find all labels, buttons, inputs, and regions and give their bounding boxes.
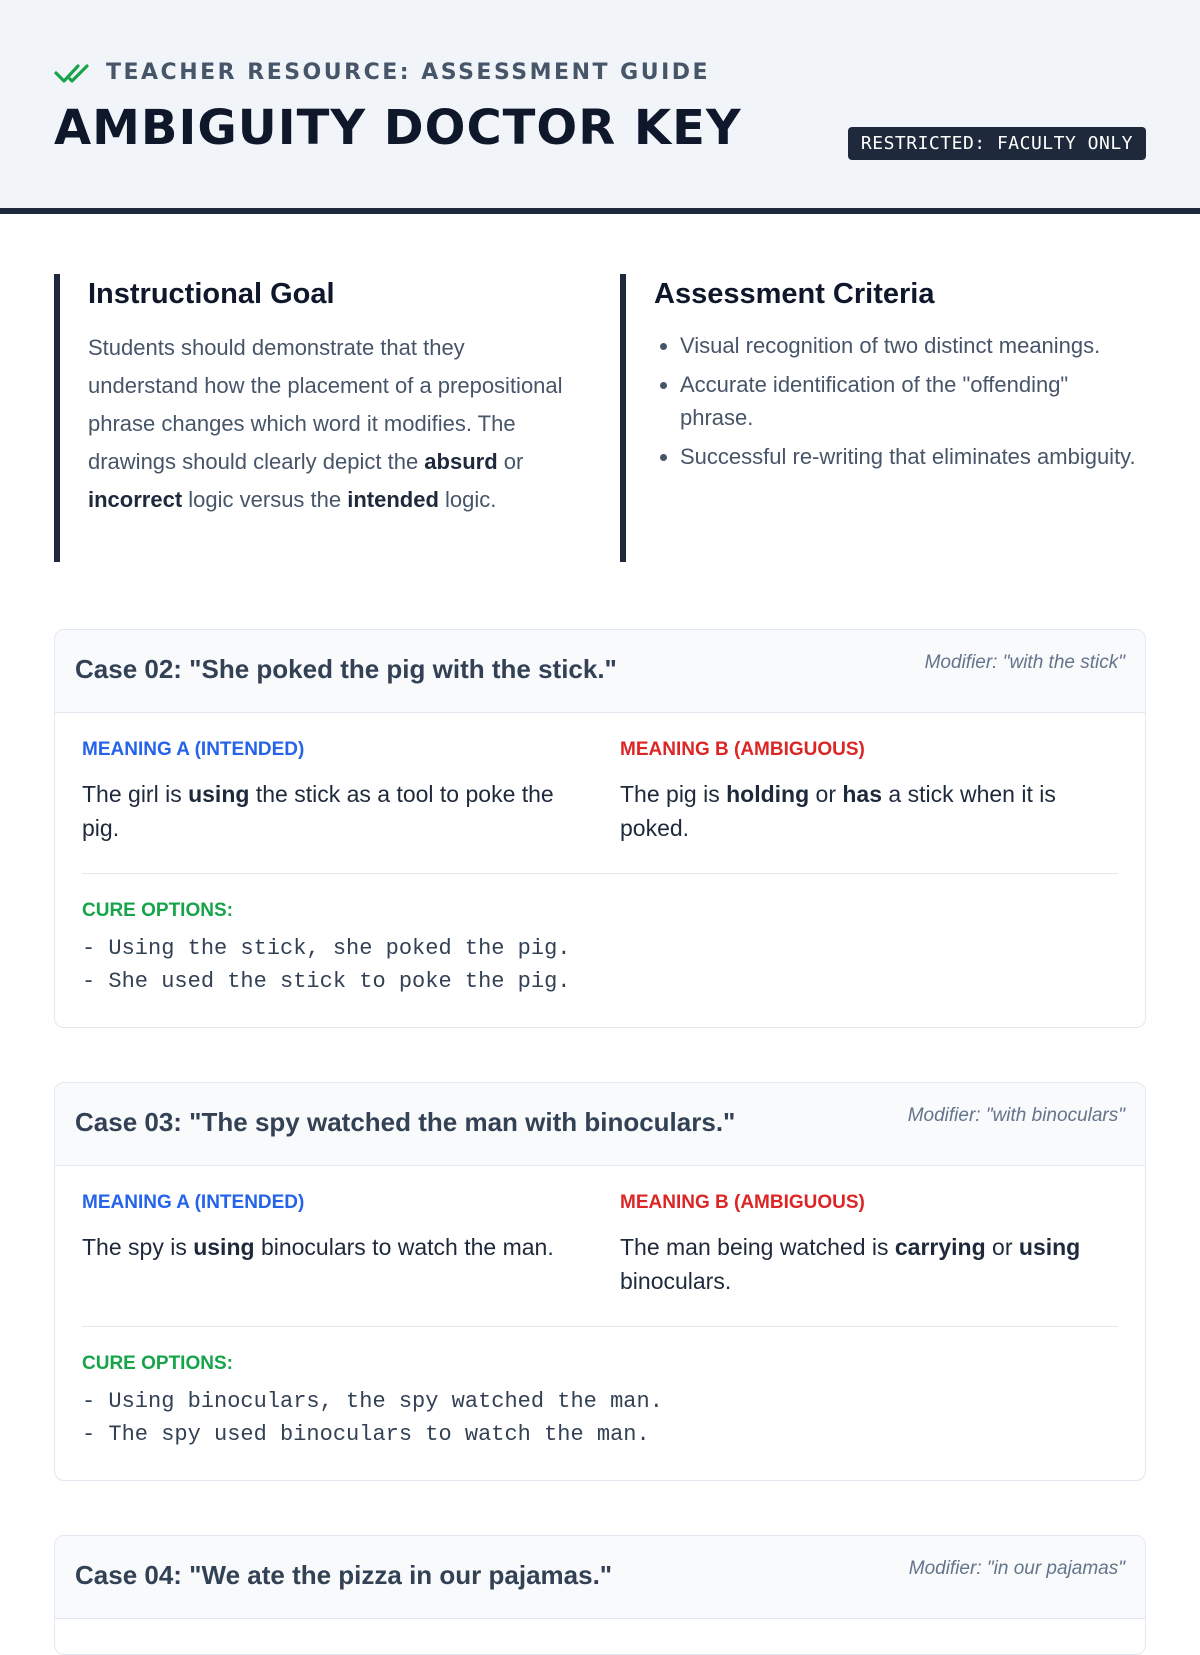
meaning-a (82, 1192, 580, 1298)
cure-option: - She used the stick to poke the pig. (82, 969, 571, 994)
double-check-icon (54, 61, 92, 85)
meaning-a-text (82, 1230, 580, 1264)
text-part: binoculars to watch the man. (254, 1234, 554, 1260)
text-part: The girl is (82, 781, 189, 807)
meaning-b-label: MEANING B (AMBIGUOUS) (620, 739, 865, 760)
goal-text-part: Students should demonstrate that they understand how the placement of a prepositional phrase changes which word it modifies. The drawings should clearly depict the (88, 335, 563, 474)
goal-emphasis-incorrect: incorrect (88, 487, 183, 512)
text-part: The pig is (620, 781, 727, 807)
text-part: or (809, 781, 843, 807)
case-modifier: Modifier: "in our pajamas" (908, 1558, 1125, 1579)
meaning-b-text (620, 777, 1118, 845)
case-body (55, 713, 1145, 998)
case-title: Case 03: "The spy watched the man with binoculars." (75, 1107, 736, 1137)
criteria-item: • Accurate identification of the "offending" phrase. (680, 368, 1146, 434)
cure-option: - The spy used binoculars to watch the man. (82, 1422, 650, 1447)
meaning-a-label: MEANING A (INTENDED) (82, 1192, 305, 1213)
text-emphasis: has (842, 781, 883, 807)
text-emphasis: using (1018, 1234, 1081, 1260)
goal-emphasis-intended: intended (347, 487, 439, 512)
goal-text-part: logic. (438, 487, 497, 512)
criteria-heading: Assessment Criteria (654, 278, 935, 310)
meaning-a (82, 739, 580, 845)
divider (82, 1326, 1118, 1327)
goal-heading: Instructional Goal (88, 278, 335, 310)
divider (82, 873, 1118, 874)
meanings-row (82, 739, 1118, 845)
text-part: binoculars. (620, 1268, 732, 1294)
cure-option: - Using the stick, she poked the pig. (82, 936, 571, 961)
cure-options-label: CURE OPTIONS: (82, 1353, 233, 1374)
text-emphasis: using (193, 1234, 255, 1260)
goal-emphasis-absurd: absurd (424, 449, 498, 474)
criteria-item: • Visual recognition of two distinct meanings. (680, 329, 1146, 362)
text-part: a stick when it is poked. (620, 781, 1056, 841)
instructional-goal-panel (54, 274, 580, 562)
resource-kicker (54, 60, 710, 85)
goal-text-part: or (497, 449, 524, 474)
meaning-b (620, 1192, 1118, 1298)
criteria-item: • Successful re-writing that eliminates ambiguity. (680, 440, 1146, 473)
case-header (55, 1083, 1145, 1166)
cure-option: - Using binoculars, the spy watched the man. (82, 1389, 663, 1414)
criteria-list (654, 329, 1146, 473)
meanings-row (82, 1192, 1118, 1298)
case-card (54, 1535, 1146, 1655)
assessment-criteria-panel (620, 274, 1146, 562)
page-title: AMBIGUITY DOCTOR KEY (54, 100, 742, 156)
intro-section (54, 274, 1146, 562)
case-body (55, 1166, 1145, 1451)
case-card (54, 1082, 1146, 1481)
meaning-b (620, 739, 1118, 845)
meaning-b-label: MEANING B (AMBIGUOUS) (620, 1192, 865, 1213)
text-part: The spy is (82, 1234, 194, 1260)
case-title: Case 02: "She poked the pig with the stick." (75, 654, 617, 684)
text-part: The man being watched is (620, 1234, 895, 1260)
text-emphasis: holding (726, 781, 810, 807)
text-emphasis: using (188, 781, 250, 807)
text-emphasis: carrying (894, 1234, 986, 1260)
case-header (55, 630, 1145, 713)
case-modifier: Modifier: "with binoculars" (907, 1105, 1125, 1126)
case-modifier: Modifier: "with the stick" (924, 652, 1125, 673)
goal-text (88, 329, 580, 519)
meaning-a-text (82, 777, 580, 845)
text-part: or (985, 1234, 1019, 1260)
cure-options-label: CURE OPTIONS: (82, 900, 233, 921)
meaning-a-label: MEANING A (INTENDED) (82, 739, 305, 760)
goal-text-part: logic versus the (182, 487, 348, 512)
case-card (54, 629, 1146, 1028)
text-part: the stick as a tool to poke the pig. (82, 781, 554, 841)
meaning-b-text (620, 1230, 1118, 1298)
page-header (0, 0, 1200, 214)
case-title: Case 04: "We ate the pizza in our pajamas." (75, 1560, 613, 1590)
case-header (55, 1536, 1145, 1619)
restricted-badge: RESTRICTED: FACULTY ONLY (848, 127, 1146, 160)
kicker-text: TEACHER RESOURCE: ASSESSMENT GUIDE (106, 60, 711, 85)
